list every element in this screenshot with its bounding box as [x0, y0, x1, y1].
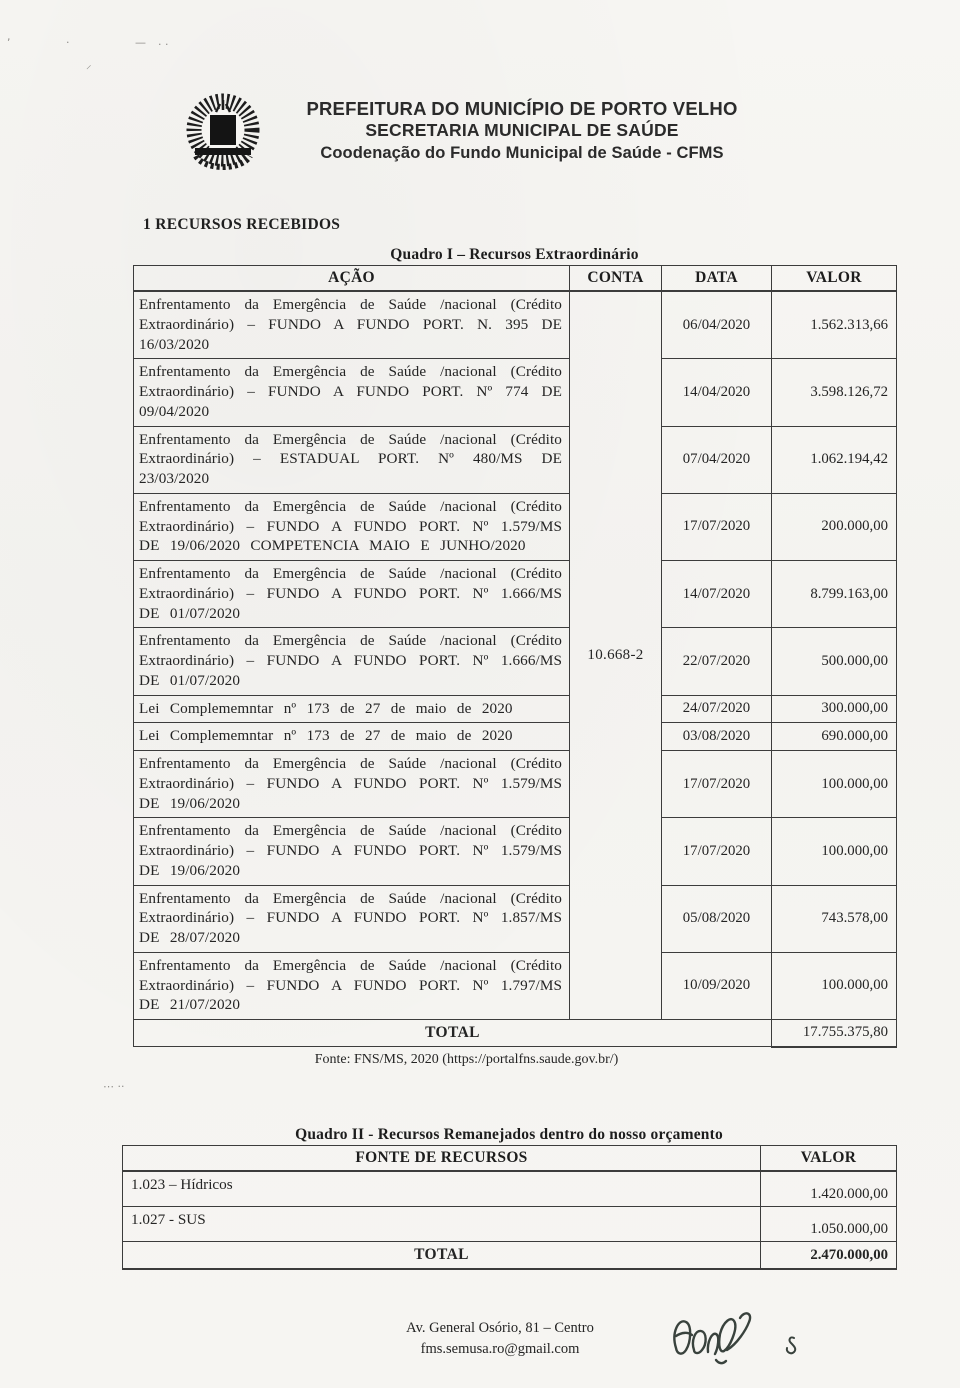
acao-cell: Enfrentamento da Emergência de Saúde /nacional (Crédito Extraordinário) – FUNDO A FUNDO PORT. Nº 1.666/MS DE 01/07/2020: [134, 561, 570, 628]
valor-cell: 500.000,00: [772, 628, 897, 695]
valor-cell: 743.578,00: [772, 885, 897, 952]
source-note: Fonte: FNS/MS, 2020 (https://portalfns.saude.gov.br/): [314, 1051, 619, 1067]
quadro2-total-value: 2.470.000,00: [761, 1242, 897, 1270]
quadro2-header-row: [123, 1146, 897, 1172]
col-valor: VALOR: [761, 1146, 897, 1172]
quadro1-row: [134, 723, 897, 751]
acao-cell: Lei Complememntar nº 173 de 27 de maio de 2020: [134, 695, 570, 723]
quadro2-title: Quadro II - Recursos Remanejados dentro do nosso orçamento: [295, 1126, 723, 1143]
scan-artifact: ·: [66, 36, 70, 49]
acao-cell: Enfrentamento da Emergência de Saúde /nacional (Crédito Extraordinário) – FUNDO A FUNDO PORT. Nº 1.857/MS DE 28/07/2020: [134, 885, 570, 952]
fonte-cell: 1.023 – Hídricos: [123, 1171, 761, 1207]
quadro2-row: [123, 1207, 897, 1242]
crest-icon: [176, 90, 272, 186]
conta-cell: 10.668-2: [570, 291, 662, 1020]
data-cell: 24/07/2020: [662, 695, 772, 723]
section-title: 1 RECURSOS RECEBIDOS: [143, 216, 341, 233]
data-cell: 17/07/2020: [662, 493, 772, 560]
quadro1-row: [134, 952, 897, 1019]
quadro1-row: [134, 426, 897, 493]
scan-artifact: ⸍: [86, 63, 92, 76]
scan-artifact: ,: [7, 30, 11, 43]
valor-cell: 1.420.000,00: [761, 1171, 897, 1207]
acao-cell: Enfrentamento da Emergência de Saúde /nacional (Crédito Extraordinário) – FUNDO A FUNDO PORT. N. 395 DE 16/03/2020: [134, 291, 570, 359]
col-conta: CONTA: [570, 266, 662, 292]
fonte-cell: 1.027 - SUS: [123, 1207, 761, 1242]
data-cell: 10/09/2020: [662, 952, 772, 1019]
col-acao: AÇÃO: [134, 266, 570, 292]
valor-cell: 100.000,00: [772, 751, 897, 818]
quadro1-row: [134, 291, 897, 359]
valor-cell: 1.050.000,00: [761, 1207, 897, 1242]
signature: [664, 1300, 814, 1380]
quadro1-title: Quadro I – Recursos Extraordinário: [390, 246, 639, 263]
quadro1-row: [134, 818, 897, 885]
valor-cell: 100.000,00: [772, 952, 897, 1019]
quadro1-total-label: TOTAL: [134, 1020, 772, 1047]
acao-cell: Enfrentamento da Emergência de Saúde /nacional (Crédito Extraordinário) – FUNDO A FUNDO PORT. Nº 1.579/MS DE 19/06/2020: [134, 818, 570, 885]
letterhead-line1: PREFEITURA DO MUNICÍPIO DE PORTO VELHO: [306, 98, 738, 119]
scan-artifact: · ·: [158, 38, 169, 51]
acao-cell: Enfrentamento da Emergência de Saúde /nacional (Crédito Extraordinário) – FUNDO A FUNDO PORT. Nº 1.579/MS DE 19/06/2020: [134, 751, 570, 818]
quadro1-total-value: 17.755.375,80: [772, 1020, 897, 1047]
scan-artifact: ⋯ ··: [103, 1080, 125, 1093]
quadro2-table: [122, 1145, 897, 1270]
quadro1-header-row: [134, 266, 897, 292]
municipal-crest-logo: [176, 90, 272, 186]
col-valor: VALOR: [772, 266, 897, 292]
letterhead: [272, 98, 772, 164]
data-cell: 03/08/2020: [662, 723, 772, 751]
delta-mark: [787, 1337, 795, 1353]
quadro1: [133, 246, 896, 1068]
data-cell: 14/04/2020: [662, 359, 772, 426]
data-cell: 14/07/2020: [662, 561, 772, 628]
letterhead-line3: Coodenação do Fundo Municipal de Saúde - CFMS: [320, 144, 724, 163]
data-cell: 06/04/2020: [662, 291, 772, 359]
valor-cell: 1.562.313,66: [772, 291, 897, 359]
acao-cell: Lei Complememntar nº 173 de 27 de maio de 2020: [134, 723, 570, 751]
quadro1-total-row: [134, 1020, 897, 1047]
quadro2: [122, 1126, 896, 1270]
quadro1-row: [134, 628, 897, 695]
valor-cell: 300.000,00: [772, 695, 897, 723]
quadro1-row: [134, 695, 897, 723]
valor-cell: 690.000,00: [772, 723, 897, 751]
quadro2-total-row: [123, 1242, 897, 1270]
letterhead-line2: SECRETARIA MUNICIPAL DE SAÚDE: [365, 120, 679, 141]
signature-icon: [664, 1300, 814, 1375]
quadro2-total-label: TOTAL: [123, 1242, 761, 1270]
quadro2-row: [123, 1171, 897, 1207]
acao-cell: Enfrentamento da Emergência de Saúde /nacional (Crédito Extraordinário) – ESTADUAL PORT. Nº 480/MS DE 23/03/2020: [134, 426, 570, 493]
data-cell: 22/07/2020: [662, 628, 772, 695]
quadro1-row: [134, 359, 897, 426]
data-cell: 07/04/2020: [662, 426, 772, 493]
quadro1-row: [134, 751, 897, 818]
footer: [320, 1318, 680, 1360]
acao-cell: Enfrentamento da Emergência de Saúde /nacional (Crédito Extraordinário) – FUNDO A FUNDO PORT. Nº 1.579/MS DE 19/06/2020 COMPETENCIA MAIO E JUNHO/2020: [134, 493, 570, 560]
valor-cell: 3.598.126,72: [772, 359, 897, 426]
valor-cell: 8.799.163,00: [772, 561, 897, 628]
footer-email: fms.semusa.ro@gmail.com: [420, 1341, 580, 1358]
data-cell: 17/07/2020: [662, 818, 772, 885]
col-data: DATA: [662, 266, 772, 292]
valor-cell: 1.062.194,42: [772, 426, 897, 493]
acao-cell: Enfrentamento da Emergência de Saúde /nacional (Crédito Extraordinário) – FUNDO A FUNDO PORT. Nº 774 DE 09/04/2020: [134, 359, 570, 426]
acao-cell: Enfrentamento da Emergência de Saúde /nacional (Crédito Extraordinário) – FUNDO A FUNDO PORT. Nº 1.666/MS DE 01/07/2020: [134, 628, 570, 695]
quadro1-table: [133, 265, 897, 1048]
valor-cell: 100.000,00: [772, 818, 897, 885]
data-cell: 17/07/2020: [662, 751, 772, 818]
col-fonte-recursos: FONTE DE RECURSOS: [123, 1146, 761, 1172]
footer-address: Av. General Osório, 81 – Centro: [406, 1320, 594, 1336]
acao-cell: Enfrentamento da Emergência de Saúde /nacional (Crédito Extraordinário) – FUNDO A FUNDO PORT. Nº 1.797/MS DE 21/07/2020: [134, 952, 570, 1019]
scan-artifact: —: [135, 36, 146, 49]
quadro1-row: [134, 493, 897, 560]
data-cell: 05/08/2020: [662, 885, 772, 952]
quadro1-row: [134, 561, 897, 628]
valor-cell: 200.000,00: [772, 493, 897, 560]
quadro1-row: [134, 885, 897, 952]
